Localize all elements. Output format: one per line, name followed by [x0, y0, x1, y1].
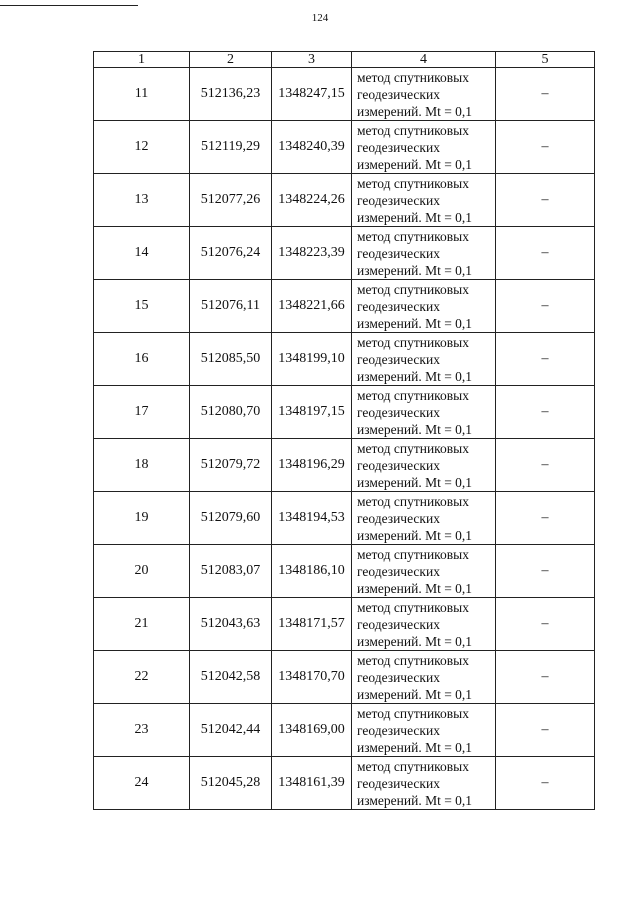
note-cell: –	[496, 386, 595, 439]
header-row	[94, 52, 595, 68]
method-line: метод спутниковых	[357, 599, 469, 615]
note-cell: –	[496, 280, 595, 333]
method-line: метод спутниковых	[357, 228, 469, 244]
method-line: геодезических	[357, 139, 440, 155]
method-line: метод спутниковых	[357, 493, 469, 509]
x-coordinate-cell: 512043,63	[190, 598, 272, 651]
point-number-cell: 18	[94, 439, 190, 492]
x-coordinate-cell: 512083,07	[190, 545, 272, 598]
method-line: измерений. Mt = 0,1	[357, 262, 473, 278]
method-line: геодезических	[357, 669, 440, 685]
method-cell	[352, 280, 496, 333]
y-coordinate-cell: 1348221,66	[272, 280, 352, 333]
method-line: метод спутниковых	[357, 334, 469, 350]
method-line: измерений. Mt = 0,1	[357, 580, 473, 596]
page-number: 124	[311, 12, 329, 24]
point-number-cell: 11	[94, 68, 190, 121]
method-line: геодезических	[357, 192, 440, 208]
point-number-cell: 14	[94, 227, 190, 280]
method-line: метод спутниковых	[357, 440, 469, 456]
x-coordinate-cell: 512079,72	[190, 439, 272, 492]
point-number-cell: 12	[94, 121, 190, 174]
y-coordinate-cell: 1348240,39	[272, 121, 352, 174]
x-coordinate-cell: 512136,23	[190, 68, 272, 121]
y-coordinate-cell: 1348170,70	[272, 651, 352, 704]
method-line: метод спутниковых	[357, 281, 469, 297]
coordinates-table	[93, 51, 595, 810]
note-cell: –	[496, 121, 595, 174]
x-coordinate-cell: 512076,24	[190, 227, 272, 280]
y-coordinate-cell: 1348199,10	[272, 333, 352, 386]
table-row	[94, 439, 595, 492]
point-number-cell: 19	[94, 492, 190, 545]
method-line: геодезических	[357, 245, 440, 261]
note-cell: –	[496, 333, 595, 386]
table-row	[94, 280, 595, 333]
point-number-cell: 20	[94, 545, 190, 598]
method-line: измерений. Mt = 0,1	[357, 209, 473, 225]
header-col-4: 4	[352, 52, 496, 68]
x-coordinate-cell: 512042,58	[190, 651, 272, 704]
method-cell	[352, 757, 496, 810]
note-cell: –	[496, 545, 595, 598]
method-line: измерений. Mt = 0,1	[357, 474, 473, 490]
method-line: измерений. Mt = 0,1	[357, 792, 473, 808]
method-line: геодезических	[357, 298, 440, 314]
table-row	[94, 492, 595, 545]
method-line: метод спутниковых	[357, 705, 469, 721]
note-cell: –	[496, 492, 595, 545]
table-row	[94, 545, 595, 598]
y-coordinate-cell: 1348194,53	[272, 492, 352, 545]
note-cell: –	[496, 227, 595, 280]
method-line: метод спутниковых	[357, 546, 469, 562]
method-line: измерений. Mt = 0,1	[357, 315, 473, 331]
x-coordinate-cell: 512079,60	[190, 492, 272, 545]
method-line: метод спутниковых	[357, 69, 469, 85]
y-coordinate-cell: 1348171,57	[272, 598, 352, 651]
method-cell	[352, 598, 496, 651]
method-line: измерений. Mt = 0,1	[357, 686, 473, 702]
method-line: геодезических	[357, 616, 440, 632]
note-cell: –	[496, 439, 595, 492]
method-line: метод спутниковых	[357, 122, 469, 138]
point-number-cell: 24	[94, 757, 190, 810]
table-row	[94, 651, 595, 704]
note-cell: –	[496, 704, 595, 757]
method-line: геодезических	[357, 510, 440, 526]
y-coordinate-cell: 1348223,39	[272, 227, 352, 280]
table-row	[94, 333, 595, 386]
corner-rule	[0, 5, 138, 6]
table-row	[94, 757, 595, 810]
method-line: измерений. Mt = 0,1	[357, 527, 473, 543]
y-coordinate-cell: 1348247,15	[272, 68, 352, 121]
method-line: измерений. Mt = 0,1	[357, 633, 473, 649]
note-cell: –	[496, 651, 595, 704]
x-coordinate-cell: 512077,26	[190, 174, 272, 227]
method-line: геодезических	[357, 563, 440, 579]
header-col-5: 5	[496, 52, 595, 68]
table-header	[94, 52, 595, 68]
point-number-cell: 17	[94, 386, 190, 439]
y-coordinate-cell: 1348224,26	[272, 174, 352, 227]
table-row	[94, 68, 595, 121]
y-coordinate-cell: 1348169,00	[272, 704, 352, 757]
table-row	[94, 598, 595, 651]
method-line: геодезических	[357, 457, 440, 473]
x-coordinate-cell: 512085,50	[190, 333, 272, 386]
note-cell: –	[496, 174, 595, 227]
point-number-cell: 21	[94, 598, 190, 651]
point-number-cell: 13	[94, 174, 190, 227]
method-cell	[352, 704, 496, 757]
method-cell	[352, 492, 496, 545]
table-row	[94, 704, 595, 757]
method-cell	[352, 545, 496, 598]
method-line: метод спутниковых	[357, 652, 469, 668]
x-coordinate-cell: 512080,70	[190, 386, 272, 439]
table-body	[94, 68, 595, 810]
method-cell	[352, 121, 496, 174]
table-row	[94, 174, 595, 227]
method-line: измерений. Mt = 0,1	[357, 739, 473, 755]
point-number-cell: 22	[94, 651, 190, 704]
method-cell	[352, 227, 496, 280]
x-coordinate-cell: 512076,11	[190, 280, 272, 333]
method-line: измерений. Mt = 0,1	[357, 156, 473, 172]
method-line: геодезических	[357, 351, 440, 367]
header-col-1: 1	[94, 52, 190, 68]
method-line: геодезических	[357, 86, 440, 102]
table-row	[94, 121, 595, 174]
method-cell	[352, 386, 496, 439]
header-col-2: 2	[190, 52, 272, 68]
method-line: метод спутниковых	[357, 175, 469, 191]
method-line: геодезических	[357, 722, 440, 738]
note-cell: –	[496, 598, 595, 651]
method-cell	[352, 333, 496, 386]
x-coordinate-cell: 512042,44	[190, 704, 272, 757]
table-row	[94, 227, 595, 280]
point-number-cell: 16	[94, 333, 190, 386]
y-coordinate-cell: 1348186,10	[272, 545, 352, 598]
method-cell	[352, 68, 496, 121]
method-cell	[352, 651, 496, 704]
point-number-cell: 23	[94, 704, 190, 757]
point-number-cell: 15	[94, 280, 190, 333]
method-line: метод спутниковых	[357, 387, 469, 403]
method-line: геодезических	[357, 404, 440, 420]
method-line: метод спутниковых	[357, 758, 469, 774]
y-coordinate-cell: 1348196,29	[272, 439, 352, 492]
x-coordinate-cell: 512119,29	[190, 121, 272, 174]
method-line: измерений. Mt = 0,1	[357, 368, 473, 384]
method-line: измерений. Mt = 0,1	[357, 103, 473, 119]
note-cell: –	[496, 757, 595, 810]
table-row	[94, 386, 595, 439]
x-coordinate-cell: 512045,28	[190, 757, 272, 810]
method-cell	[352, 174, 496, 227]
note-cell: –	[496, 68, 595, 121]
method-line: геодезических	[357, 775, 440, 791]
header-col-3: 3	[272, 52, 352, 68]
y-coordinate-cell: 1348161,39	[272, 757, 352, 810]
method-line: измерений. Mt = 0,1	[357, 421, 473, 437]
method-cell	[352, 439, 496, 492]
y-coordinate-cell: 1348197,15	[272, 386, 352, 439]
